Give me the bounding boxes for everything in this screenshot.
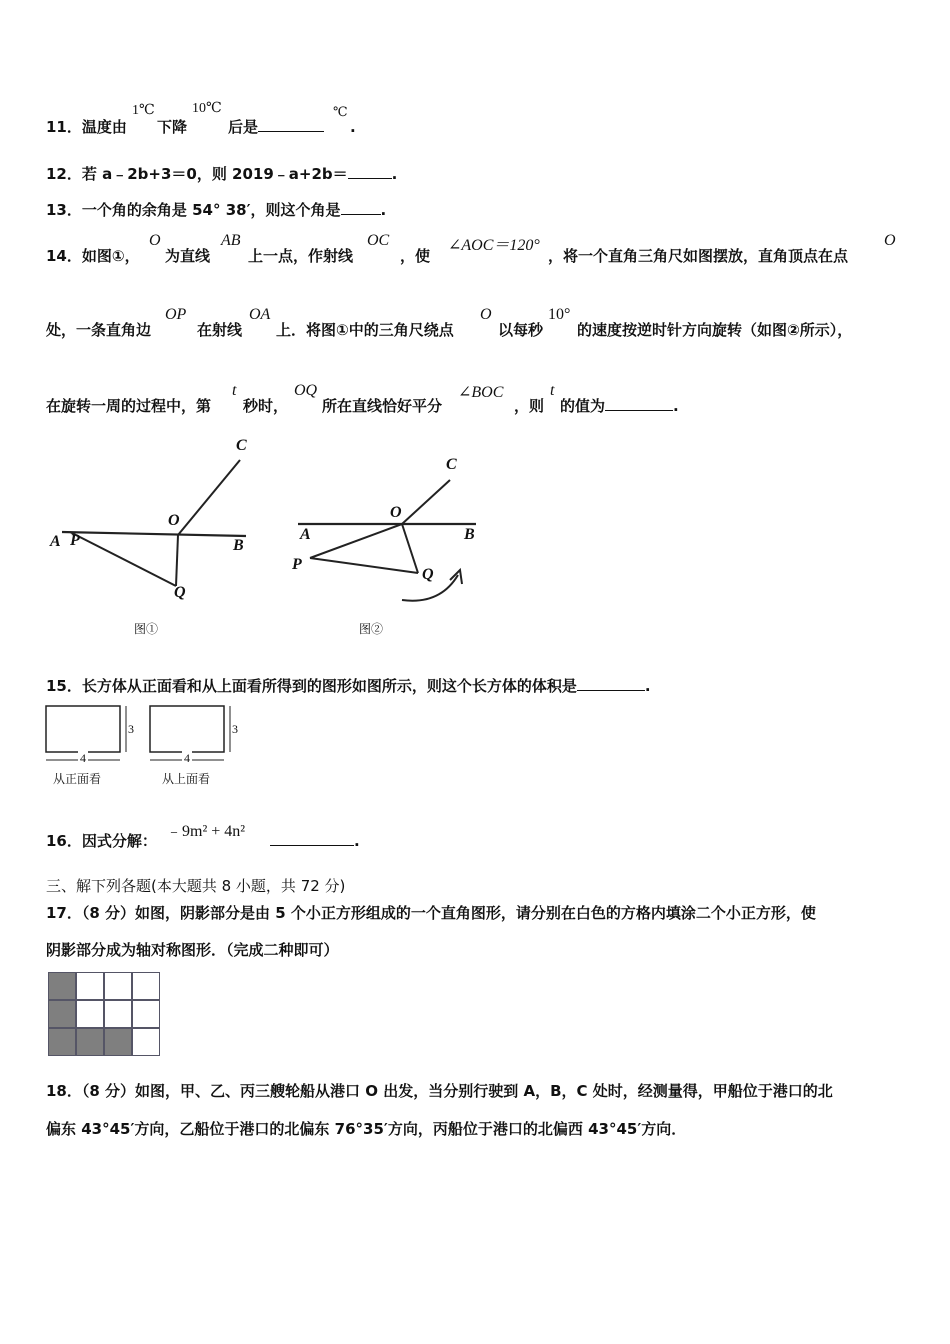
grid-cell-empty[interactable] xyxy=(76,1000,104,1028)
q14-O1: O xyxy=(149,232,161,249)
q11-unit: ℃ xyxy=(333,104,348,119)
q16-answer-blank[interactable] xyxy=(270,831,354,846)
section-3-title: 三、解下列各题(本大题共 8 小题，共 72 分) xyxy=(46,877,346,895)
q14-l1c: 上一点，作射线 xyxy=(248,247,354,265)
q14-angle-AOC: ∠AOC＝120° xyxy=(448,237,540,254)
q16-expression: ﹣9m² + 4n² xyxy=(166,823,246,840)
q14-AB: AB xyxy=(221,232,241,249)
fig1-label-Q: Q xyxy=(174,584,186,601)
fig2-caption: 图② xyxy=(359,622,384,636)
q11-temp1: 1℃ xyxy=(132,103,155,118)
q15-text: 15．长方体从正面看和从上面看所得到的图形如图所示，则这个长方体的体积是 xyxy=(46,677,577,695)
q14-angle-BOC: ∠BOC xyxy=(458,384,504,401)
q11-end: . xyxy=(350,118,356,136)
fig1-label-C: C xyxy=(236,437,247,454)
fig1-label-P: P xyxy=(70,532,80,549)
q12-line xyxy=(46,164,397,184)
q14-l2e: 的速度按逆时针方向旋转（如图②所示）， xyxy=(577,321,853,339)
q14-O2: O xyxy=(884,232,896,249)
fig2-side-OP xyxy=(310,524,402,558)
q14-l2d: 以每秒 xyxy=(498,321,544,339)
grid-cell-shaded xyxy=(48,1028,76,1056)
q14-l1b: 为直线 xyxy=(165,247,211,265)
q11-suffix: 后是 xyxy=(228,118,259,136)
fig1-side-OQ xyxy=(176,535,178,586)
q13-answer-blank[interactable] xyxy=(341,200,381,215)
fig1-line-AB xyxy=(62,532,246,536)
q14-answer-blank[interactable] xyxy=(605,396,673,411)
grid-cell-empty[interactable] xyxy=(132,1028,160,1056)
grid-cell-empty[interactable] xyxy=(104,1000,132,1028)
q14-l2b: 在射线 xyxy=(197,321,243,339)
fig1-label-A: A xyxy=(50,533,61,550)
top-view-rect xyxy=(150,706,224,752)
q14-OA: OA xyxy=(249,306,271,323)
q14-l3d: ，则 xyxy=(514,397,545,415)
q12-text: 12．若 a﹣2b+3＝0，则 2019﹣a+2b＝ xyxy=(46,165,348,183)
grid-cell-shaded xyxy=(76,1028,104,1056)
front-view-width: 4 xyxy=(80,751,86,765)
q14-l1a: 14．如图①， xyxy=(46,247,140,265)
q17-line2: 阴影部分成为轴对称图形．（完成二种即可） xyxy=(46,941,339,959)
q14-l3e-line xyxy=(560,396,679,416)
fig2-label-B: B xyxy=(464,526,475,543)
grid-cell-shaded xyxy=(48,972,76,1000)
q12-end: . xyxy=(391,165,398,183)
q14-l3b: 秒时， xyxy=(243,397,289,415)
q11-suffix-line xyxy=(228,117,324,137)
fig2-side-PQ xyxy=(310,558,418,573)
q13-line xyxy=(46,200,386,220)
q13-text: 13．一个角的余角是 54° 38′，则这个角是 xyxy=(46,201,341,219)
fig1-side-PQ xyxy=(70,532,176,586)
fig2-label-Q: Q xyxy=(422,566,434,583)
fig2-label-C: C xyxy=(446,456,457,473)
q14-end: . xyxy=(673,397,679,415)
q16-blank-line xyxy=(270,831,360,851)
q15-answer-blank[interactable] xyxy=(577,676,645,691)
grid-cell-empty[interactable] xyxy=(132,1000,160,1028)
q12-answer-blank[interactable] xyxy=(348,164,392,179)
q14-l3e: 的值为 xyxy=(560,397,606,415)
fig1-label-B: B xyxy=(233,537,244,554)
fig1-ray-OC xyxy=(178,460,240,535)
q11-prefix: 11．温度由 xyxy=(46,118,127,136)
grid-cell-shaded xyxy=(48,1000,76,1028)
q11-mid: 下降 xyxy=(157,118,188,136)
q11-answer-blank[interactable] xyxy=(258,117,324,132)
q14-l1e: ，将一个直角三角尺如图摆放，直角顶点在点 xyxy=(548,247,849,265)
top-view-height: 3 xyxy=(232,722,238,736)
q14-l3c: 所在直线恰好平分 xyxy=(322,397,443,415)
q14-O3: O xyxy=(480,306,492,323)
q18-line1: 18．（8 分）如图，甲、乙、丙三艘轮船从港口 O 出发，当分别行驶到 A，B，C 处时，经测量得，甲船位于港口的北 xyxy=(46,1082,833,1100)
q14-OQ: OQ xyxy=(294,382,318,399)
grid-cell-shaded xyxy=(104,1028,132,1056)
fig1-caption: 图① xyxy=(134,622,159,636)
q15-views xyxy=(40,700,260,770)
grid-cell-empty[interactable] xyxy=(76,972,104,1000)
q11-temp2: 10℃ xyxy=(192,101,222,116)
q14-l2c: 上．将图①中的三角尺绕点 xyxy=(276,321,454,339)
top-view-width: 4 xyxy=(184,751,190,765)
fig2-label-O: O xyxy=(390,504,402,521)
grid-cell-empty[interactable] xyxy=(104,972,132,1000)
q17-line1: 17．（8 分）如图，阴影部分是由 5 个小正方形组成的一个直角图形，请分别在白色的方格内填涂二个小正方形，使 xyxy=(46,904,816,922)
q14-t2: t xyxy=(550,382,555,399)
fig2-label-P: P xyxy=(292,556,302,573)
q18-line2: 偏东 43°45′方向，乙船位于港口的北偏东 76°35′方向，丙船位于港口的北偏西 43°45′方向． xyxy=(46,1120,687,1138)
q14-OC: OC xyxy=(367,232,390,249)
q14-degree: 10° xyxy=(548,306,571,323)
figure-2 xyxy=(290,440,490,620)
q14-t1: t xyxy=(232,382,237,399)
fig2-ray-OC xyxy=(402,480,450,524)
grid-cell-empty[interactable] xyxy=(132,972,160,1000)
q14-l1d: ，使 xyxy=(400,247,431,265)
q13-end: . xyxy=(380,201,387,219)
front-view-height: 3 xyxy=(128,722,134,736)
top-view-caption: 从上面看 xyxy=(162,772,211,786)
fig2-label-A: A xyxy=(300,526,311,543)
q17-grid xyxy=(48,972,162,1058)
q14-OP: OP xyxy=(165,306,187,323)
q14-l2a: 处，一条直角边 xyxy=(46,321,152,339)
fig1-label-O: O xyxy=(168,512,180,529)
q16-end: . xyxy=(354,832,360,850)
front-view-caption: 从正面看 xyxy=(53,772,102,786)
q16-prefix: 16．因式分解： xyxy=(46,832,157,850)
q11-line xyxy=(46,117,127,137)
q15-line xyxy=(46,676,651,696)
fig2-side-OQ xyxy=(402,524,418,573)
q15-end: . xyxy=(644,677,651,695)
q14-l3a: 在旋转一周的过程中，第 xyxy=(46,397,212,415)
front-view-rect xyxy=(46,706,120,752)
